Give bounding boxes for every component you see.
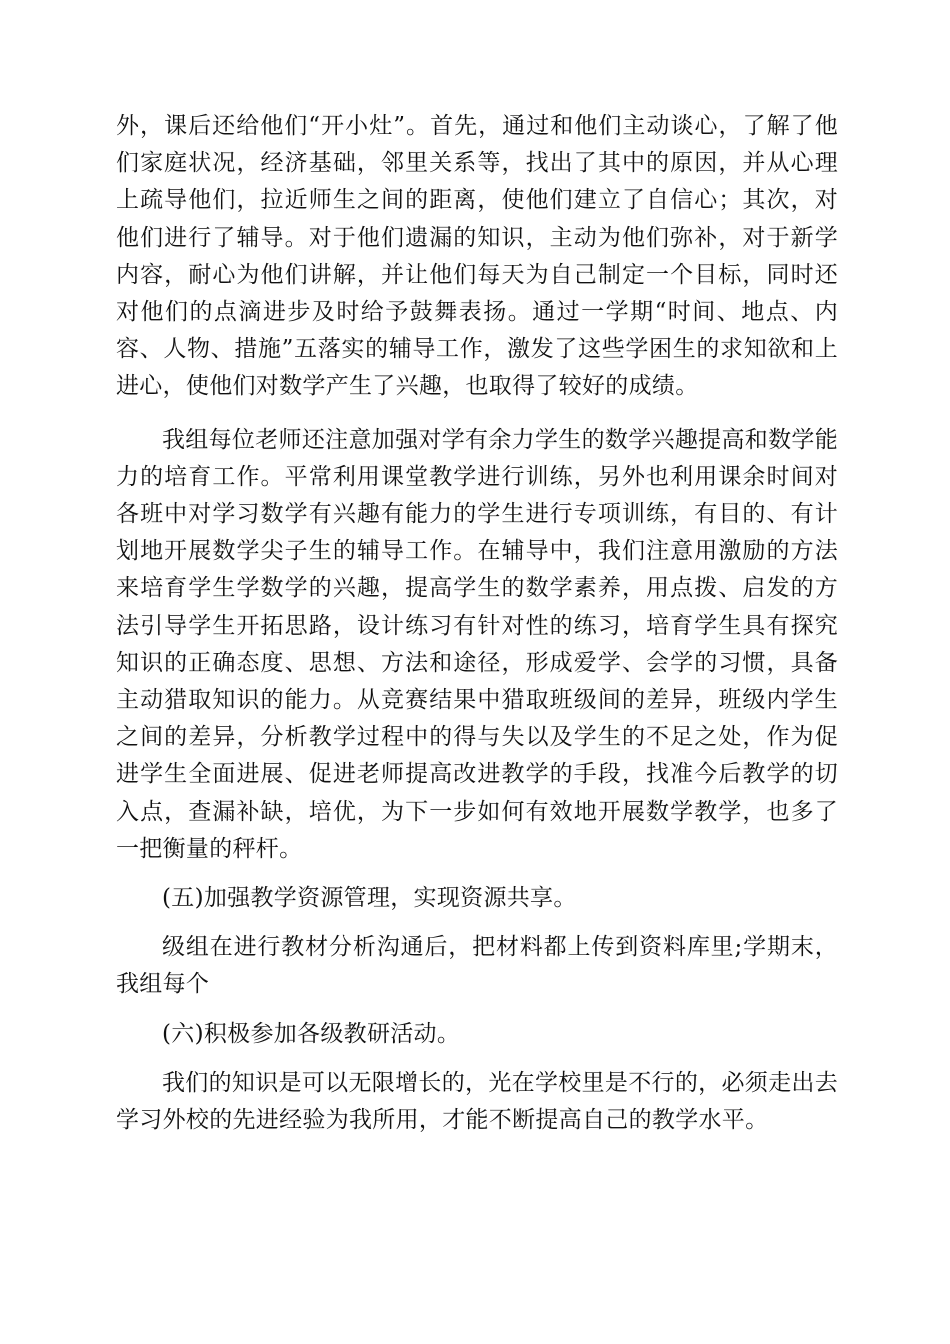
section-heading-research-activities: (六)积极参加各级教研活动。: [162, 1020, 461, 1047]
paragraph-top-student-training: 我组每位老师还注意加强对学有余力学生的数学兴趣提高和数学能力的培育工作。平常利用课堂教学进行训练，另外也利用课余时间对各班中对学习数学有兴趣有能力的学生进行专项训练，有目的、有计划地开展数学尖子生的辅导工作。在辅导中，我们注意用激励的方法来培育学生学数学的兴趣，提高学生的数学素养，用点拨、启发的方法引导学生开拓思路，设计练习有针对性的练习，培育学生具有探究知识的正确态度、思想、方法和途径，形成爱学、会学的习惯，具备主动猎取知识的能力。从竞赛结果中猎取班级间的差异，班级内学生之间的差异，分析教学过程中的得与失以及学生的不足之处，作为促进学生全面进展、促进老师提高改进教学的手段，找准今后教学的切入点，查漏补缺，培优，为下一步如何有效地开展数学教学，也多了一把衡量的秤杆。: [116, 426, 838, 862]
document-body: [116, 108, 838, 1139]
paragraph-external-learning: 我们的知识是可以无限增长的，光在学校里是不行的，必须走出去学习外校的先进经验为我所用，才能不断提高自己的教学水平。: [116, 1069, 838, 1134]
section-heading-resource-management: (五)加强教学资源管理，实现资源共享。: [162, 885, 577, 912]
paragraph-resource-sharing: 级组在进行教材分析沟通后，把材料都上传到资料库里;学期末，我组每个: [116, 934, 838, 998]
paragraph-continuation: 外，课后还给他们“开小灶”。首先，通过和他们主动谈心，了解了他们家庭状况，经济基础，邻里关系等，找出了其中的原因，并从心理上疏导他们，拉近师生之间的距离，使他们建立了自信心；其次，对他们进行了辅导。对于他们遗漏的知识，主动为他们弥补，对于新学内容，耐心为他们讲解，并让他们每天为自己制定一个目标，同时还对他们的点滴进步及时给予鼓舞表扬。通过一学期“时间、地点、内容、人物、措施”五落实的辅导工作，激发了这些学困生的求知欲和上进心，使他们对数学产生了兴趣，也取得了较好的成绩。: [116, 113, 838, 400]
